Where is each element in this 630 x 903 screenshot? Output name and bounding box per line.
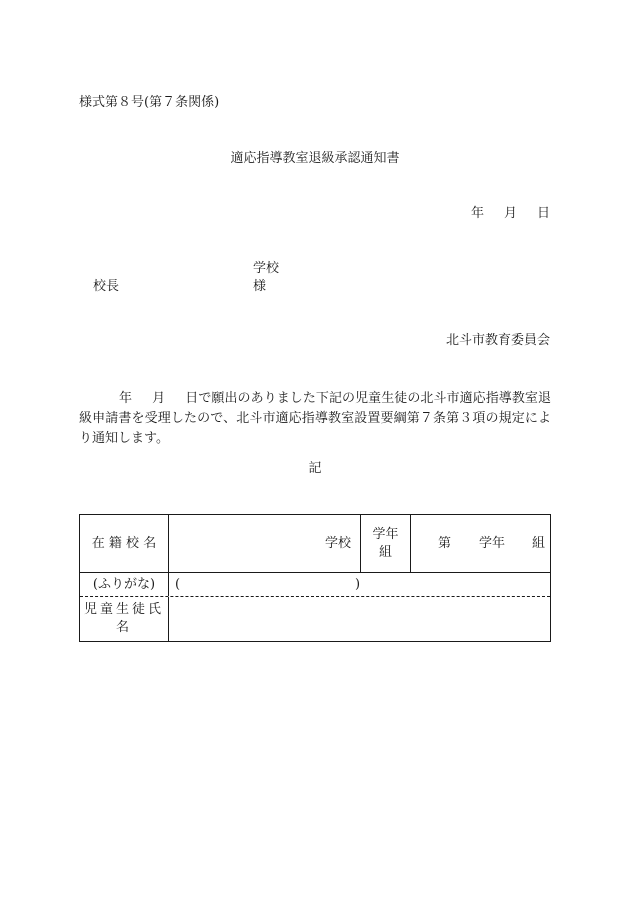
furigana-open: (: [175, 576, 181, 592]
addressee-school: 学校: [253, 261, 280, 276]
grade-class-label-2: 組: [378, 544, 392, 560]
sender-name: 北斗市教育委員会: [445, 333, 550, 348]
body-month: 月: [152, 391, 166, 406]
school-name-label: 在 籍 校 名: [91, 536, 157, 551]
body-year: 年: [119, 391, 133, 406]
furigana-field[interactable]: [176, 572, 356, 596]
body-text: 日で願出のありました下記の児童生徒の北斗市適応指導教室退級申請書を受理したので、北斗市適応指導教室設置要綱第７条第３項の規定により通知します。: [79, 391, 551, 446]
date-day: 日: [536, 206, 550, 221]
grade-prefix: 第: [438, 536, 452, 551]
grade-class-label: [361, 515, 410, 572]
date-year: 年: [470, 206, 484, 221]
furigana-label: (ふりがな): [92, 576, 156, 592]
row-school: [80, 515, 550, 573]
school-suffix: 学校: [325, 536, 352, 551]
ki-label: 記: [308, 461, 322, 476]
body-paragraph: [79, 389, 551, 449]
info-table: [79, 514, 551, 642]
student-name-label: 児童生徒氏名: [84, 602, 165, 635]
student-name-field[interactable]: [169, 597, 549, 641]
row-student-name: [80, 597, 550, 641]
date-month: 月: [503, 206, 517, 221]
furigana-close: ): [355, 576, 361, 592]
document-title: 適応指導教室退級承認通知書: [230, 151, 400, 166]
addressee-principal: 校長: [93, 279, 120, 294]
grade-suffix: 学年: [479, 536, 506, 551]
class-suffix: 組: [532, 536, 546, 551]
addressee-honorific: 様: [253, 279, 267, 294]
date-line: [471, 207, 550, 220]
grade-class-label-1: 学年: [372, 526, 399, 542]
row-furigana: [80, 572, 550, 597]
form-number: 様式第８号(第７条関係): [79, 95, 220, 110]
